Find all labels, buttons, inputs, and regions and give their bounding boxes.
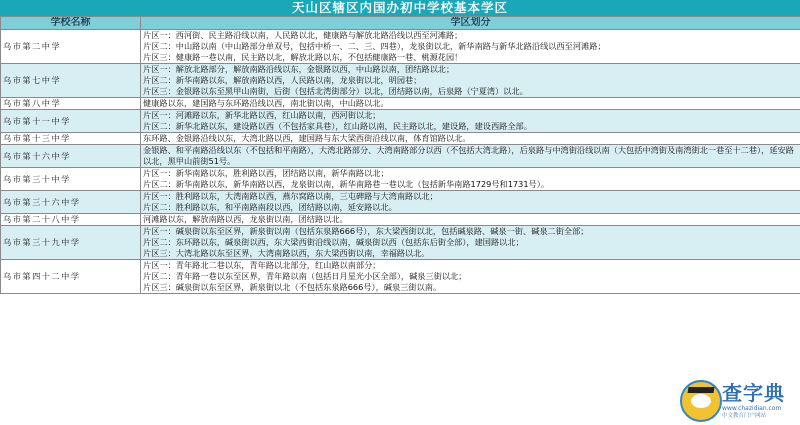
table-row [1, 226, 800, 260]
school-name-cell: 乌市第十一中学 [1, 110, 141, 133]
district-cell [141, 110, 800, 133]
district-line: 河滩路以东，解放南路以西，龙泉街以南，团结路以北。 [143, 214, 348, 224]
district-line: 片区二：东环路以东，碱泉街以西，东大梁西街沿线以南，碱泉街以西（包括东后街全部），建国路以北； [143, 237, 524, 247]
school-district-table [0, 16, 800, 294]
school-name-cell: 乌市第十三中学 [1, 133, 141, 145]
district-cell [141, 214, 800, 226]
header-district-division: 学区划分 [141, 17, 800, 30]
school-name-cell: 乌市第七中学 [1, 64, 141, 98]
table-row [1, 64, 800, 98]
district-line: 片区三：金银路以东至黑甲山南街，后街（包括北湾街部分）以北，团结路以南，后泉路（宁夏湾）以北。 [143, 86, 528, 96]
school-name-cell: 乌市第十六中学 [1, 145, 141, 168]
table-row [1, 191, 800, 214]
table-row [1, 145, 800, 168]
school-name-cell: 乌市第三十六中学 [1, 191, 141, 214]
scholar-mascot-icon [680, 380, 722, 422]
district-cell [141, 30, 800, 64]
district-cell [141, 191, 800, 214]
school-name-cell: 乌市第三十九中学 [1, 226, 141, 260]
district-cell [141, 145, 800, 168]
district-line: 金银路、和平南路沿线以东（不包括和平南路），大湾北路部分、大湾南路部分以西（不包括大湾北路），后泉路与中湾街沿线以南（大包括中湾街及南湾街北一巷至十二巷），延安路以北，黑甲山前街51号。 [143, 145, 794, 166]
table-row [1, 98, 800, 110]
district-cell [141, 133, 800, 145]
district-line: 片区一：解放北路部分，解放南路沿线以东，金银路以西，中山路以南，团结路以北； [143, 64, 455, 74]
table-row [1, 168, 800, 191]
district-line: 片区一：碱泉街以东至区界，新泉街以南（包括东泉路666号），东大梁西街以北，包括碱泉路、碱泉一街、碱泉二街全部； [143, 226, 589, 236]
district-line: 片区一：胜利路以东，大湾南路以西，燕尔窝路以南，三屯碑路与大湾南路以北； [143, 191, 438, 201]
district-cell [141, 260, 800, 294]
district-cell [141, 168, 800, 191]
district-line: 片区一：青年路北二巷以东，青年路以北部分，红山路以南部分； [143, 260, 381, 270]
table-header-row [1, 17, 800, 30]
district-line: 片区三：健康路一巷以南，民主路以北，解放北路以东，不包括健康路一巷、桃源花园！ [143, 52, 463, 62]
district-line: 东环路、金银路沿线以东，大湾北路以西，建国路与东大梁西街沿线以南，体育馆路以北。 [143, 133, 471, 143]
table-row [1, 30, 800, 64]
district-line: 片区一：西河街、民主路沿线以南，人民路以北，健康路与解放北路沿线以西至河滩路； [143, 30, 463, 40]
header-school-name: 学校名称 [1, 17, 141, 30]
district-line: 片区二：胜利路以东，和平南路南段以西，团结路以南，延安路以北。 [143, 202, 397, 212]
table-row [1, 133, 800, 145]
school-name-cell: 乌市第二中学 [1, 30, 141, 64]
district-cell [141, 98, 800, 110]
district-line: 片区一：河滩路以东，新华北路以西，红山路以南，西河街以北； [143, 110, 381, 120]
watermark-brand: 查字典 [722, 381, 785, 405]
district-line: 片区一：新华南路以东，胜利路以西，团结路以南，新华南路以北； [143, 168, 389, 178]
table-row [1, 260, 800, 294]
district-line: 片区三：大湾北路以东至区界，大湾南路以西，东大梁西街以南，幸福路以北。 [143, 248, 430, 258]
district-line: 片区二：中山路以南（中山路部分单双号，包括中桥一、二、三、四巷），龙泉街以北，新华南路与新华北路沿线以西至河滩路； [143, 41, 606, 51]
school-name-cell: 乌市第四十二中学 [1, 260, 141, 294]
district-cell [141, 226, 800, 260]
watermark-url: www.chazidian.com [722, 405, 782, 412]
district-line: 片区二：新华北路以东，建设路以西（不包括家具巷），红山路以南，民主路以北，建设路，建设西路全部。 [143, 121, 532, 131]
document-title: 天山区辖区内国办初中学校基本学区 [0, 0, 800, 16]
district-line: 片区二：青年路一巷以东至区界，青年路以南（包括日月星光小区全部），碱泉三街以北； [143, 271, 467, 281]
district-cell [141, 64, 800, 98]
district-line: 片区三：碱泉街以东至区界，新泉街以北（不包括东泉路666号），碱泉三街以南。 [143, 282, 442, 292]
table-row [1, 214, 800, 226]
school-name-cell: 乌市第八中学 [1, 98, 141, 110]
district-line: 片区二：新华南路以东，解放南路以西，人民路以南，龙泉街以北，明园巷； [143, 75, 422, 85]
district-line: 健康路以东，建国路与东环路沿线以西，南北街以南，中山路以北。 [143, 98, 389, 108]
table-row [1, 110, 800, 133]
district-line: 片区二：新华南路以东，新华南路以西，龙泉街以南，新华南路巷一巷以北（包括新华南路1729号和1731号）。 [143, 179, 550, 189]
school-name-cell: 乌市第三十中学 [1, 168, 141, 191]
chazidian-watermark [678, 378, 796, 422]
school-name-cell: 乌市第二十八中学 [1, 214, 141, 226]
watermark-slogan: 中文教育门户网站 [722, 413, 767, 419]
